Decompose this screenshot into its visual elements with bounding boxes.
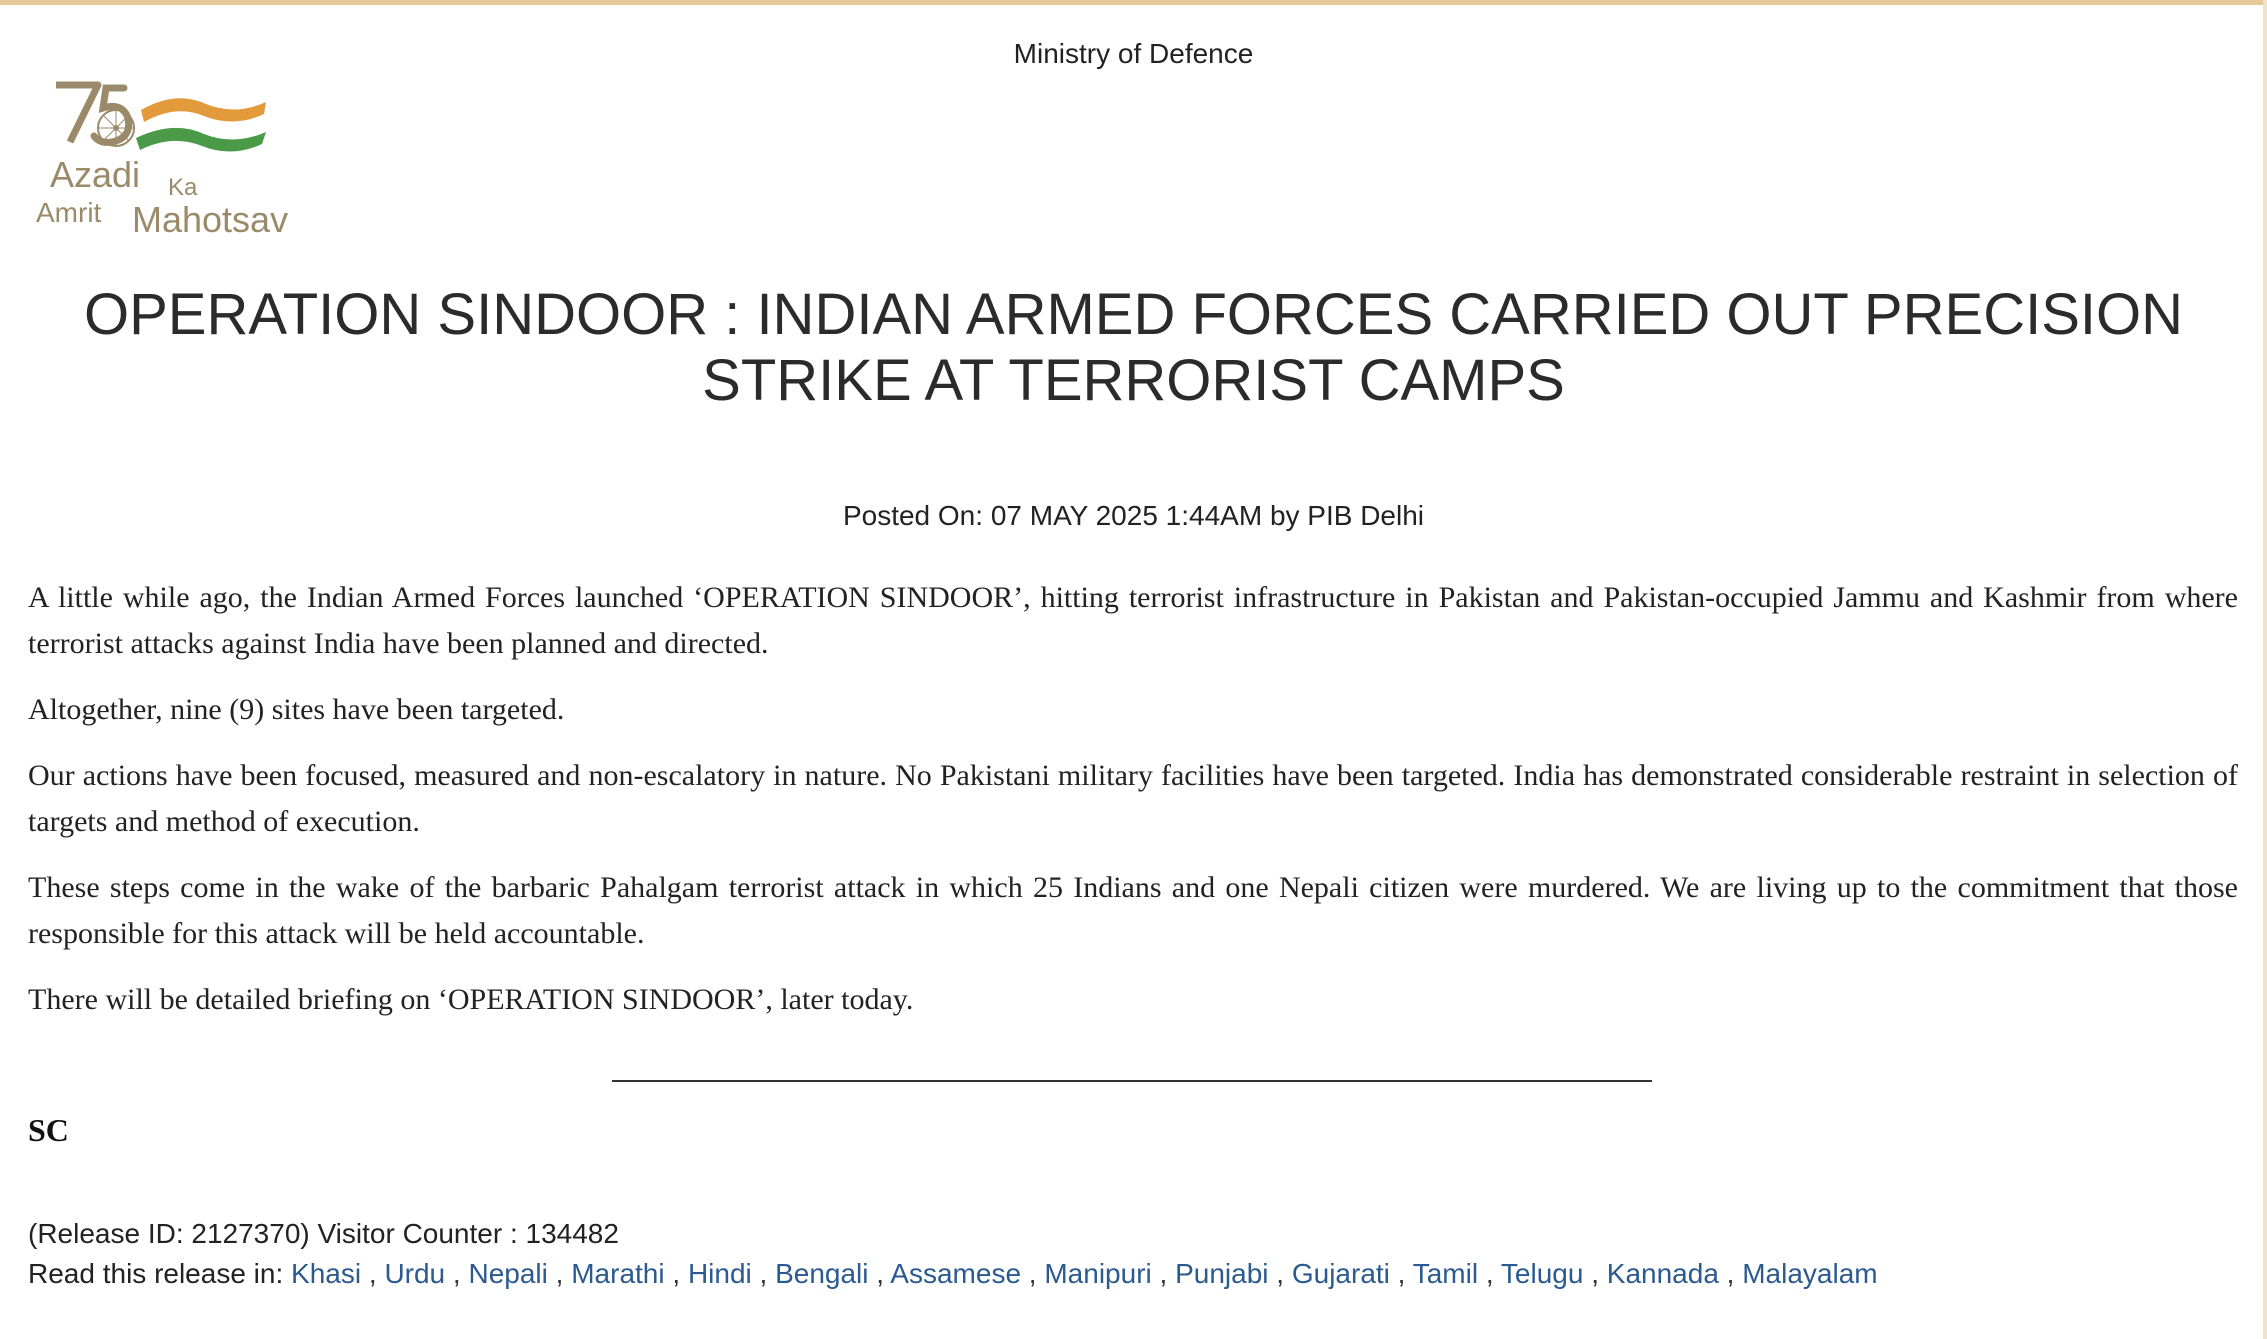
azadi-ka-amrit-mahotsav-logo (36, 80, 326, 240)
paragraph-2: Altogether, nine (9) sites have been targeted. (28, 693, 565, 726)
language-link-khasi[interactable]: Khasi (291, 1258, 362, 1289)
release-id-visitor-counter: (Release ID: 2127370) Visitor Counter : 134482 (28, 1218, 619, 1249)
language-link-urdu[interactable]: Urdu (384, 1258, 446, 1289)
language-link-hindi[interactable]: Hindi (687, 1258, 752, 1289)
posted-on: Posted On: 07 MAY 2025 1:44AM by PIB Delhi (842, 500, 1425, 531)
read-release-in: Read this release in: Khasi , Urdu , Nepali , Marathi , Hindi , Bengali , Assamese , Manipuri , Punjabi , Gujarati , Tamil , Telugu , Kannada , Malayalam (28, 1258, 1878, 1289)
language-link-marathi[interactable]: Marathi (571, 1258, 665, 1289)
language-link-kannada[interactable]: Kannada (1606, 1258, 1719, 1289)
signature: SC (28, 1112, 69, 1148)
language-link-tamil[interactable]: Tamil (1412, 1258, 1479, 1289)
svg-text:Amrit: Amrit (36, 197, 102, 228)
language-link-assamese[interactable]: Assamese (890, 1258, 1022, 1289)
release-title: OPERATION SINDOOR : INDIAN ARMED FORCES CARRIED OUT PRECISION STRIKE AT TERRORIST CAMPS (84, 282, 2183, 413)
paragraph-5: There will be detailed briefing on ‘OPERATION SINDOOR’, later today. (28, 983, 914, 1016)
language-link-telugu[interactable]: Telugu (1500, 1258, 1584, 1289)
paragraph-3: Our actions have been focused, measured and non-escalatory in nature. No Pakistani military facilities have been targeted. India has demonstrated considerable restraint in selection of targets and method of execution. (28, 759, 2238, 838)
language-link-manipuri[interactable]: Manipuri (1044, 1258, 1152, 1289)
svg-text:Ka: Ka (168, 174, 198, 201)
language-link-gujarati[interactable]: Gujarati (1291, 1258, 1390, 1289)
language-link-bengali[interactable]: Bengali (775, 1258, 869, 1289)
svg-text:Mahotsav: Mahotsav (132, 199, 289, 240)
svg-text:Azadi: Azadi (50, 154, 141, 195)
read-in-label: Read this release in: (28, 1258, 284, 1289)
language-link-malayalam[interactable]: Malayalam (1742, 1258, 1878, 1289)
right-border (2263, 0, 2267, 1339)
divider (612, 1080, 1652, 1082)
ministry-name: Ministry of Defence (1013, 38, 1254, 69)
language-link-nepali[interactable]: Nepali (468, 1258, 548, 1289)
paragraph-4: These steps come in the wake of the barbaric Pahalgam terrorist attack in which 25 Indians and one Nepali citizen were murdered. We are living up to the commitment that those responsible for this attack will be held accountable. (28, 871, 2238, 950)
paragraph-1: A little while ago, the Indian Armed Forces launched ‘OPERATION SINDOOR’, hitting terrorist infrastructure in Pakistan and Pakistan-occupied Jammu and Kashmir from where terrorist attacks against India have been planned and directed. (28, 581, 2238, 660)
language-link-punjabi[interactable]: Punjabi (1175, 1258, 1269, 1289)
top-border (0, 0, 2267, 5)
release-body (28, 575, 2238, 1043)
